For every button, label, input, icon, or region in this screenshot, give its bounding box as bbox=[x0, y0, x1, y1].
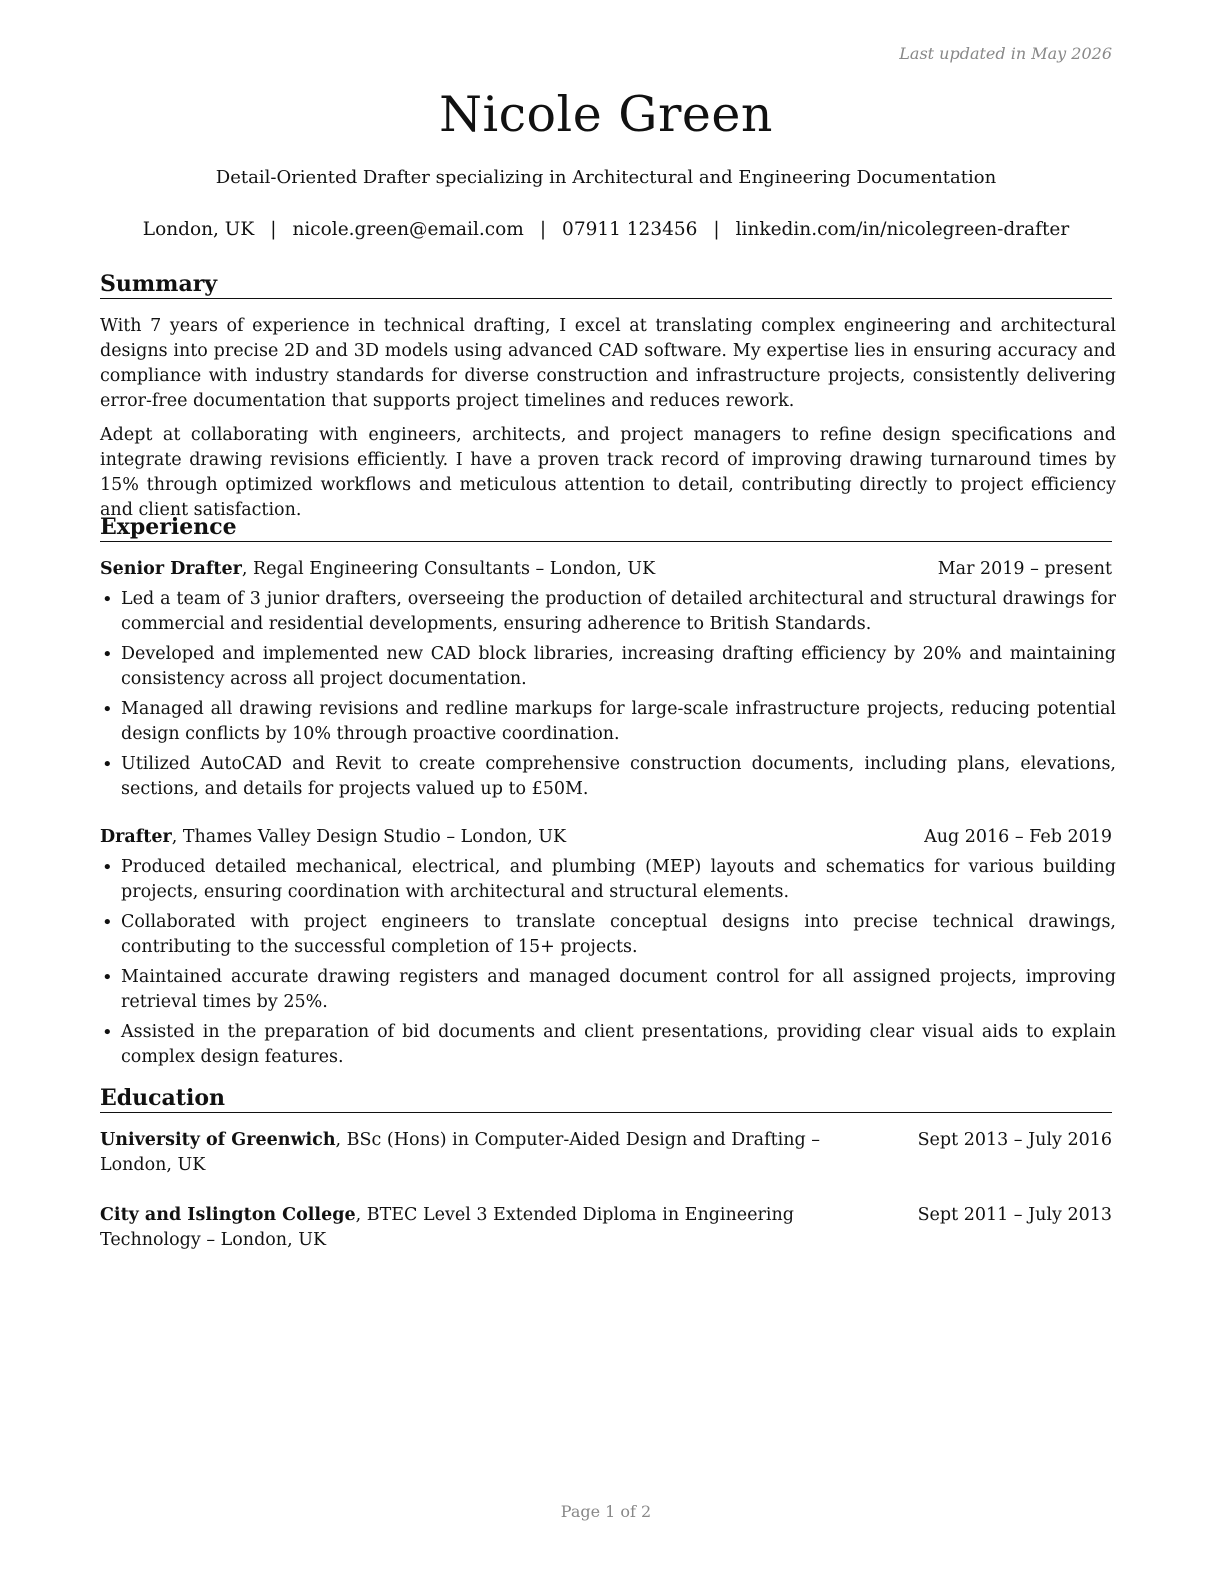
contact-line bbox=[100, 219, 1112, 240]
education-heading: Education bbox=[100, 1085, 1112, 1113]
job-bullet-list bbox=[100, 855, 1116, 1075]
page-number: Page 1 of 2 bbox=[560, 1502, 652, 1521]
job-bullet: • Utilized AutoCAD and Revit to create comprehensive construction documents, including plans, elevations, sections, and details for projects valued up to £50M. bbox=[100, 752, 1116, 802]
summary-heading: Summary bbox=[100, 271, 1112, 299]
education-entry bbox=[100, 1128, 1112, 1178]
last-updated-note: Last updated in May 2026 bbox=[899, 44, 1112, 63]
job-header bbox=[100, 557, 1112, 582]
job-company: , Regal Engineering Consultants – London, UK bbox=[241, 559, 656, 579]
experience-heading: Experience bbox=[100, 514, 1112, 542]
job-bullet: • Assisted in the preparation of bid documents and client presentations, providing clear visual aids to explain complex design features. bbox=[100, 1020, 1116, 1070]
contact-linkedin[interactable]: linkedin.com/in/nicolegreen-drafter bbox=[735, 219, 1070, 240]
education-text bbox=[100, 1203, 890, 1253]
job-role: Drafter bbox=[100, 827, 172, 847]
summary-paragraph: With 7 years of experience in technical drafting, I excel at translating complex engineering and architectural designs into precise 2D and 3D models using advanced CAD software. My expertise lies in ensuring accuracy and compliance with industry standards for diverse construction and infrastructure projects, consistently delivering error-free documentation that supports project timelines and reduces rework. bbox=[100, 316, 1116, 411]
contact-separator: | bbox=[713, 219, 720, 240]
summary-paragraph: Adept at collaborating with engineers, architects, and project managers to refine design specifications and integrate drawing revisions efficiently. I have a proven track record of improving drawing turnaround times by 15% through optimized workflows and meticulous attention to detail, contributing directly to project efficiency and client satisfaction. bbox=[100, 425, 1116, 520]
contact-separator: | bbox=[270, 219, 277, 240]
job-role: Senior Drafter bbox=[100, 559, 242, 579]
resume-page bbox=[100, 0, 1116, 1584]
job-bullet: • Developed and implemented new CAD block libraries, increasing drafting efficiency by 20% and maintaining consistency across all project documentation. bbox=[100, 642, 1116, 692]
job-bullet: • Maintained accurate drawing registers and managed document control for all assigned projects, improving retrieval times by 25%. bbox=[100, 965, 1116, 1015]
job-bullet-list bbox=[100, 587, 1116, 807]
job-header bbox=[100, 825, 1112, 850]
job-dates: Mar 2019 – present bbox=[937, 559, 1112, 579]
job-company: , Thames Valley Design Studio – London, UK bbox=[171, 827, 567, 847]
education-dates: Sept 2011 – July 2013 bbox=[917, 1205, 1112, 1225]
contact-location: London, UK bbox=[142, 219, 255, 240]
job-dates: Aug 2016 – Feb 2019 bbox=[924, 827, 1112, 847]
contact-phone[interactable]: 07911 123456 bbox=[562, 219, 698, 240]
job-bullet: • Collaborated with project engineers to translate conceptual designs into precise technical drawings, contributing to the successful completion of 15+ projects. bbox=[100, 910, 1116, 960]
tagline: Detail-Oriented Drafter specializing in Architectural and Engineering Documentation bbox=[215, 167, 997, 188]
education-dates: Sept 2013 – July 2016 bbox=[917, 1130, 1112, 1150]
education-text bbox=[100, 1128, 890, 1178]
job-bullet: • Led a team of 3 junior drafters, overseeing the production of detailed architectural and structural drawings for commercial and residential developments, ensuring adherence to British Standards. bbox=[100, 587, 1116, 637]
job-bullet: • Produced detailed mechanical, electrical, and plumbing (MEP) layouts and schematics for various building projects, ensuring coordination with architectural and structural elements. bbox=[100, 855, 1116, 905]
education-details: , BTEC Level 3 Extended Diploma in Engineering Technology – London, UK bbox=[100, 1205, 794, 1250]
education-details: , BSc (Hons) in Computer-Aided Design and Drafting – London, UK bbox=[100, 1130, 820, 1175]
education-entry bbox=[100, 1203, 1112, 1253]
education-institution: City and Islington College bbox=[100, 1205, 356, 1225]
contact-email[interactable]: nicole.green@email.com bbox=[292, 219, 524, 240]
candidate-name: Nicole Green bbox=[439, 86, 773, 143]
education-institution: University of Greenwich bbox=[100, 1130, 336, 1150]
contact-separator: | bbox=[539, 219, 547, 240]
job-bullet: • Managed all drawing revisions and redline markups for large-scale infrastructure projects, reducing potential design conflicts by 10% through proactive coordination. bbox=[100, 697, 1116, 747]
